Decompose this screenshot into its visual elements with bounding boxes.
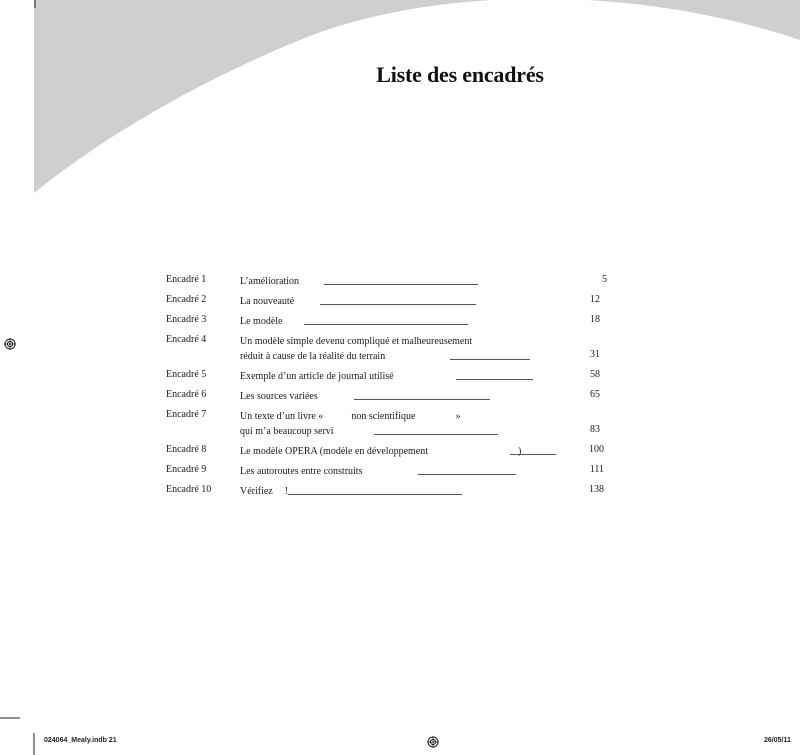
leader-line [374, 434, 498, 435]
entry-number: Encadré 2 [166, 294, 207, 305]
entry-number: Encadré 6 [166, 389, 207, 400]
entry-label-line2: réduit à cause de la réalité du terrain [240, 351, 386, 362]
entry-label-part: » [455, 411, 461, 422]
entry-number: Encadré 7 [166, 409, 207, 420]
entry-label-part: non scientifique [351, 411, 416, 422]
entry-page: 18 [590, 314, 600, 325]
leader-line [510, 454, 556, 455]
entry-label-line1 [240, 409, 460, 424]
entry-label: Les sources variées [240, 391, 318, 402]
crop-mark [0, 715, 40, 755]
entry-page: 5 [602, 274, 607, 285]
leader-line [288, 494, 462, 495]
crop-mark [34, 0, 36, 8]
entry-label: L’amélioration [240, 276, 300, 287]
entry-label-line1: Un modèle simple devenu compliqué et malheureusement [240, 336, 473, 347]
entry-number: Encadré 5 [166, 369, 207, 380]
leader-line [354, 399, 490, 400]
leader-line [324, 284, 478, 285]
leader-line [304, 324, 468, 325]
entry-number: Encadré 1 [166, 274, 207, 285]
entry-page: 12 [590, 294, 600, 305]
entry-number: Encadré 10 [166, 484, 212, 495]
entry-page: 100 [589, 444, 604, 455]
entry-label: Exemple d’un article de journal utilisé [240, 371, 394, 382]
entry-label: Le modèle [240, 316, 283, 327]
entry-label: La nouveauté [240, 296, 295, 307]
entry-label-line2: qui m’a beaucoup servi [240, 426, 334, 437]
entry-label [240, 334, 472, 364]
footer-date: 26/05/11 [764, 737, 791, 744]
entry-page: 138 [589, 484, 604, 495]
entry-page: 83 [590, 424, 600, 435]
entry-label-part: ! [284, 486, 289, 497]
entry-label-part: Vérifiez [240, 486, 273, 497]
entry-page: 65 [590, 389, 600, 400]
entry-page: 111 [589, 464, 604, 475]
leader-line [456, 379, 533, 380]
page-title: Liste des encadrés [376, 62, 544, 87]
leader-line [320, 304, 476, 305]
entry-number: Encadré 8 [166, 444, 207, 455]
entry-page: 31 [590, 349, 600, 360]
registration-mark-icon [4, 338, 16, 350]
registration-mark-icon [427, 736, 439, 748]
entry-label-part: Le modèle OPERA (modèle en développement [240, 446, 429, 457]
entry-label [240, 444, 521, 459]
header-swoosh [0, 0, 800, 200]
entry-label: Les autoroutes entre construits [240, 466, 363, 477]
entry-label-part: Un texte d’un livre « [240, 411, 324, 422]
leader-line [418, 474, 516, 475]
entry-label [240, 484, 288, 499]
footer-file-info: 024064_Mealy.indb 21 [44, 737, 117, 744]
entry-number: Encadré 9 [166, 464, 207, 475]
leader-line [450, 359, 530, 360]
entry-label-part: ) [518, 446, 522, 457]
entry-number: Encadré 4 [166, 334, 207, 345]
entry-page: 58 [590, 369, 600, 380]
entry-number: Encadré 3 [166, 314, 207, 325]
